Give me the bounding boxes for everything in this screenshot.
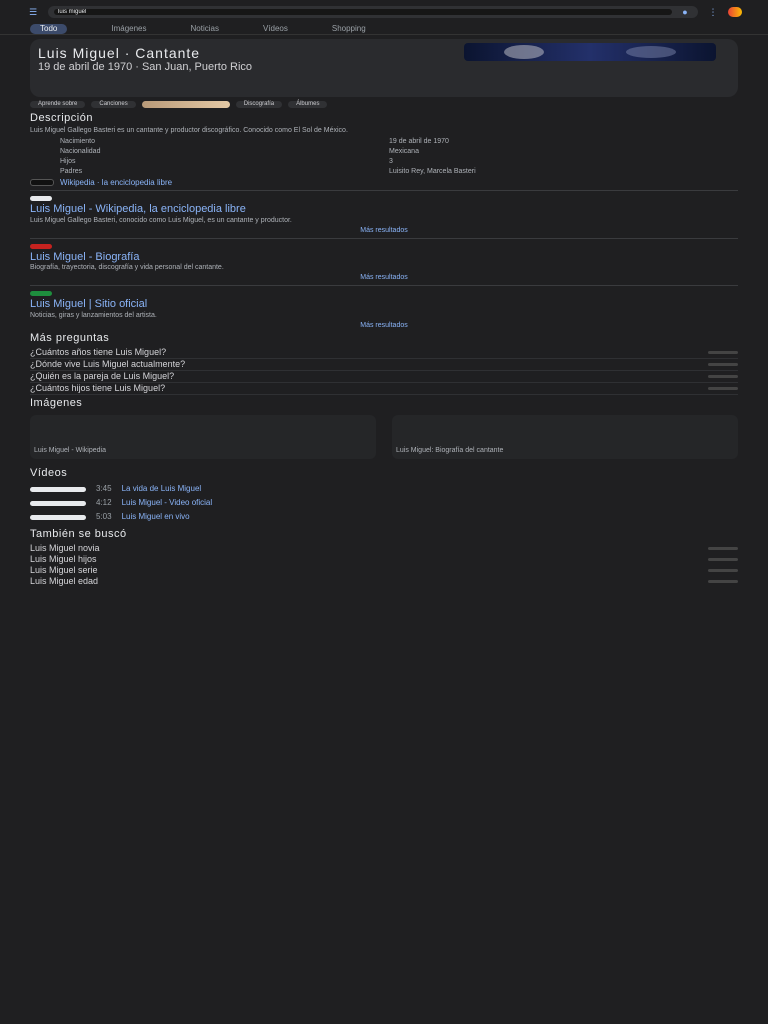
tab-all[interactable]: Todo: [30, 24, 67, 33]
about-heading: Descripción: [30, 112, 93, 124]
divider: [30, 285, 738, 286]
search-tabs: [0, 24, 768, 35]
about-section: [0, 112, 768, 135]
wiki-link[interactable]: Wikipedia · la enciclopedia libre: [60, 177, 173, 187]
search-icon: [708, 558, 738, 561]
related-text: Luis Miguel novia: [30, 542, 100, 553]
related-row[interactable]: [30, 576, 738, 587]
question-text: ¿Quién es la pareja de Luis Miguel?: [30, 371, 175, 382]
result-snippet: Biografía, trayectoria, discografía y vida personal del cantante.: [30, 264, 224, 272]
question-row[interactable]: [30, 359, 738, 371]
question-row[interactable]: [30, 347, 738, 359]
divider: [30, 238, 738, 239]
image-caption: Luis Miguel - Wikipedia: [34, 447, 106, 455]
fact-label: Nacionalidad: [60, 147, 101, 155]
fact-value: 19 de abril de 1970: [389, 137, 449, 145]
videos-heading: Vídeos: [30, 467, 68, 480]
chevron-down-icon: [708, 375, 738, 378]
fact-label: Nacimiento: [60, 137, 96, 145]
images-grid: [0, 411, 768, 463]
related-heading: También se buscó: [30, 528, 127, 540]
question-text: ¿Cuántos años tiene Luis Miguel?: [30, 347, 167, 358]
more-results-link[interactable]: Más resultados: [360, 322, 408, 330]
question-row[interactable]: [30, 383, 738, 395]
video-duration: 5:03: [96, 512, 112, 522]
video-thumbnail[interactable]: [30, 501, 86, 506]
wiki-source: [0, 178, 768, 191]
wikipedia-icon: [30, 179, 54, 186]
search-box[interactable]: [48, 6, 698, 18]
related-searches: [0, 528, 768, 587]
video-title[interactable]: Luis Miguel - Video oficial: [121, 498, 213, 508]
top-bar: [0, 0, 768, 24]
image-card[interactable]: [392, 415, 738, 459]
tab-news[interactable]: Noticias: [190, 24, 219, 34]
result-title[interactable]: Luis Miguel - Biografía: [30, 250, 140, 263]
search-icon: [708, 569, 738, 572]
fact-value: 3: [389, 157, 393, 165]
images-section: [0, 397, 768, 410]
knowledge-panel-title: Luis Miguel · Cantante: [38, 45, 201, 61]
chip[interactable]: Álbumes: [288, 101, 327, 108]
result-snippet: Noticias, giras y lanzamientos del artista.: [30, 311, 157, 319]
related-text: Luis Miguel hijos: [30, 553, 97, 564]
menu-icon[interactable]: ☰: [28, 6, 38, 17]
image-caption: Luis Miguel: Biografía del cantante: [396, 447, 504, 455]
site-icon: [30, 244, 52, 249]
video-thumbnail[interactable]: [30, 515, 86, 520]
chip[interactable]: Aprende sobre: [30, 101, 85, 108]
knowledge-panel-image[interactable]: [464, 43, 716, 61]
search-icon: [708, 580, 738, 583]
avatar[interactable]: [728, 7, 742, 17]
divider: [30, 190, 738, 191]
site-icon: [30, 291, 52, 296]
video-title[interactable]: Luis Miguel en vivo: [121, 512, 190, 522]
images-heading: Imágenes: [30, 396, 83, 409]
result-snippet: Luis Miguel Gallego Basteri, conocido como Luis Miguel, es un cantante y productor.: [30, 216, 292, 224]
people-ask-heading: Más preguntas: [30, 332, 110, 345]
video-row[interactable]: [30, 482, 738, 496]
result-title[interactable]: Luis Miguel - Wikipedia, la enciclopedia libre: [30, 202, 246, 215]
search-input[interactable]: [54, 9, 672, 15]
mic-icon[interactable]: ●: [682, 6, 688, 17]
chip[interactable]: Discografía: [236, 101, 282, 108]
more-results-link[interactable]: Más resultados: [360, 274, 408, 282]
related-row[interactable]: [30, 554, 738, 565]
chevron-down-icon: [708, 351, 738, 354]
video-duration: 4:12: [96, 498, 112, 508]
image-card[interactable]: [30, 415, 376, 459]
tab-shopping[interactable]: Shopping: [331, 24, 366, 34]
chip[interactable]: Canciones: [91, 101, 135, 108]
topic-chips: [30, 101, 738, 108]
facts-grid: [0, 136, 768, 178]
question-row[interactable]: [30, 371, 738, 383]
result-title[interactable]: Luis Miguel | Sitio oficial: [30, 298, 148, 311]
fact-label: Hijos: [60, 157, 76, 165]
fact-value: Luisito Rey, Marcela Basteri: [389, 167, 476, 175]
fact-value: Mexicana: [389, 147, 419, 155]
question-text: ¿Cuántos hijos tiene Luis Miguel?: [30, 383, 166, 394]
apps-icon[interactable]: ⋮: [708, 6, 718, 17]
chip-image[interactable]: [142, 101, 230, 108]
tab-videos[interactable]: Vídeos: [262, 24, 288, 34]
chevron-down-icon: [708, 387, 738, 390]
more-results-link[interactable]: Más resultados: [360, 226, 408, 234]
chevron-down-icon: [708, 363, 738, 366]
search-icon: [708, 547, 738, 550]
about-text: Luis Miguel Gallego Basteri es un cantante y productor discográfico. Conocido como El Sol de México.: [30, 126, 348, 134]
video-row[interactable]: [30, 510, 738, 524]
video-duration: 3:45: [96, 484, 112, 494]
site-icon: [30, 196, 52, 201]
video-title[interactable]: La vida de Luis Miguel: [121, 484, 202, 494]
knowledge-panel-subtitle: 19 de abril de 1970 · San Juan, Puerto Rico: [38, 61, 253, 74]
question-text: ¿Dónde vive Luis Miguel actualmente?: [30, 359, 186, 370]
related-text: Luis Miguel edad: [30, 575, 99, 586]
people-also-ask: [0, 332, 768, 395]
video-thumbnail[interactable]: [30, 487, 86, 492]
related-row[interactable]: [30, 543, 738, 554]
video-row[interactable]: [30, 496, 738, 510]
videos-section: [0, 463, 768, 526]
fact-label: Padres: [60, 167, 83, 175]
results-list: [0, 194, 768, 330]
knowledge-panel: [30, 39, 738, 97]
tab-images[interactable]: Imágenes: [111, 24, 147, 34]
related-row[interactable]: [30, 565, 738, 576]
related-text: Luis Miguel serie: [30, 564, 98, 575]
